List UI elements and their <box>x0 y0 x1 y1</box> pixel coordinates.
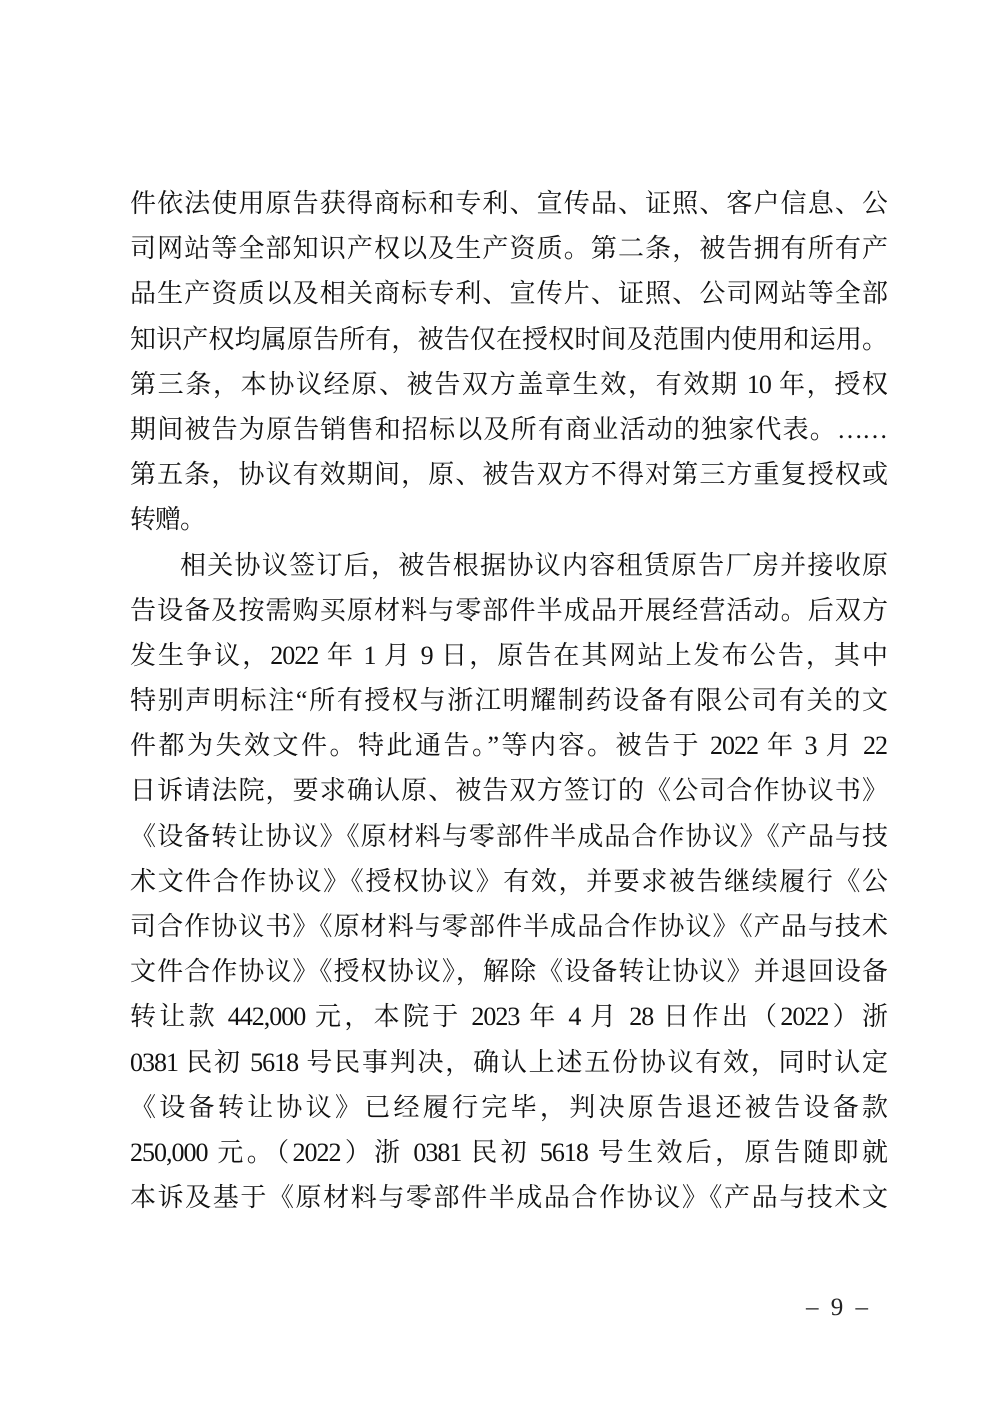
text-line: 日诉请法院，要求确认原、被告双方签订的《公司合作协议书》 <box>130 776 887 806</box>
text-line: 转让款 442,000 元，本院于 2023 年 4 月 28 日作出（2022）浙 <box>130 1002 887 1032</box>
text-line: 告设备及按需购买原材料与零部件半成品开展经营活动。后双方 <box>130 595 887 625</box>
text-line: 转赠。 <box>130 505 206 535</box>
text-line: 本诉及基于《原材料与零部件半成品合作协议》《产品与技术文 <box>130 1183 887 1213</box>
text-line: 术文件合作协议》《授权协议》有效，并要求被告继续履行《公 <box>130 866 887 896</box>
text-line: 250,000 元。（2022）浙 0381 民初 5618 号生效后，原告随即就 <box>130 1137 887 1167</box>
text-line: 品生产资质以及相关商标专利、宣传片、证照、公司网站等全部 <box>130 279 887 309</box>
text-block <box>130 181 887 1220</box>
page-number: – 9 – <box>806 1294 871 1321</box>
text-line: 0381 民初 5618 号民事判决，确认上述五份协议有效，同时认定 <box>130 1047 887 1077</box>
paragraph <box>130 543 887 1221</box>
text-line: 期间被告为原告销售和招标以及所有商业活动的独家代表。…… <box>130 414 887 444</box>
text-line: 司网站等全部知识产权以及生产资质。第二条，被告拥有所有产 <box>130 234 887 264</box>
text-line: 《设备转让协议》已经履行完毕，判决原告退还被告设备款 <box>130 1092 887 1122</box>
text-line: 发生争议，2022 年 1 月 9 日，原告在其网站上发布公告，其中 <box>130 640 887 670</box>
text-line: 知识产权均属原告所有，被告仅在授权时间及范围内使用和运用。 <box>130 324 887 354</box>
text-line: 特别声明标注“所有授权与浙江明耀制药设备有限公司有关的文 <box>130 686 887 716</box>
paragraph <box>130 181 887 543</box>
text-line: 文件合作协议》《授权协议》，解除《设备转让协议》并退回设备 <box>130 957 887 987</box>
text-line: 件依法使用原告获得商标和专利、宣传品、证照、客户信息、公 <box>130 189 887 218</box>
text-line: 件都为失效文件。特此通告。”等内容。被告于 2022 年 3 月 22 <box>130 731 887 761</box>
text-line: 《设备转让协议》《原材料与零部件半成品合作协议》《产品与技 <box>130 821 887 851</box>
text-line: 相关协议签订后，被告根据协议内容租赁原告厂房并接收原 <box>180 550 887 580</box>
text-line: 第五条，协议有效期间，原、被告双方不得对第三方重复授权或 <box>130 460 887 490</box>
text-line: 第三条，本协议经原、被告双方盖章生效，有效期 10 年，授权 <box>130 369 887 399</box>
text-line: 司合作协议书》《原材料与零部件半成品合作协议》《产品与技术 <box>130 912 887 941</box>
